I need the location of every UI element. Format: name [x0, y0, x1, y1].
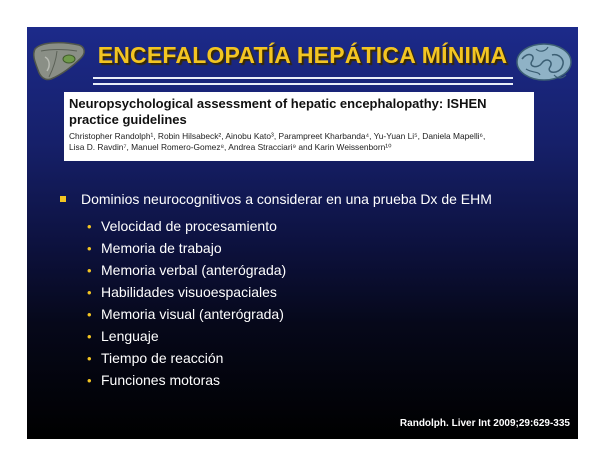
slide	[27, 27, 578, 439]
main-bullet-text: Dominios neurocognitivos a considerar en una prueba Dx de EHM	[81, 191, 492, 207]
citation-authors	[69, 131, 529, 153]
bullet-dot-icon: •	[87, 262, 92, 278]
citation-authors-line: Christopher Randolph¹, Robin Hilsabeck², Ainobu Kato³, Parampreet Kharbanda⁴, Yu-Yuan Li⁵, Daniela Mapelli⁶,	[69, 131, 486, 141]
bullet-dot-icon: •	[87, 350, 92, 366]
list-item: • Memoria visual (anterógrada)	[87, 306, 284, 322]
bullet-dot-icon: •	[87, 372, 92, 388]
list-item: • Memoria verbal (anterógrada)	[87, 262, 287, 278]
bullet-dot-icon: •	[87, 240, 92, 256]
square-bullet-icon	[60, 196, 66, 202]
list-item: • Memoria de trabajo	[87, 240, 222, 256]
title-underline	[93, 83, 513, 85]
bullet-dot-icon: •	[87, 306, 92, 322]
list-item: • Tiempo de reacción	[87, 350, 224, 366]
bullet-dot-icon: •	[87, 328, 92, 344]
list-item: • Lenguaje	[87, 328, 159, 344]
bullet-dot-icon: •	[87, 284, 92, 300]
reference-text: Randolph. Liver Int 2009;29:629-335	[399, 418, 570, 429]
citation-authors-line: Lisa D. Ravdin⁷, Manuel Romero-Gomez⁸, Andrea Stracciari⁹ and Karin Weissenborn¹⁰	[69, 142, 392, 152]
main-bullet	[60, 191, 492, 207]
slide-title: ENCEFALOPATÍA HEPÁTICA MÍNIMA	[97, 42, 508, 68]
citation-title-line: Neuropsychological assessment of hepatic encephalopathy: ISHEN	[69, 96, 487, 111]
sub-bullet-list	[87, 215, 286, 391]
citation-box	[64, 92, 534, 161]
list-item: • Funciones motoras	[87, 372, 221, 388]
list-item: • Velocidad de procesamiento	[87, 218, 277, 234]
list-item: • Habilidades visuoespaciales	[87, 284, 277, 300]
title-underline	[93, 77, 513, 79]
citation-title	[69, 96, 529, 128]
bullet-dot-icon: •	[87, 218, 92, 234]
citation-title-line: practice guidelines	[69, 112, 187, 127]
